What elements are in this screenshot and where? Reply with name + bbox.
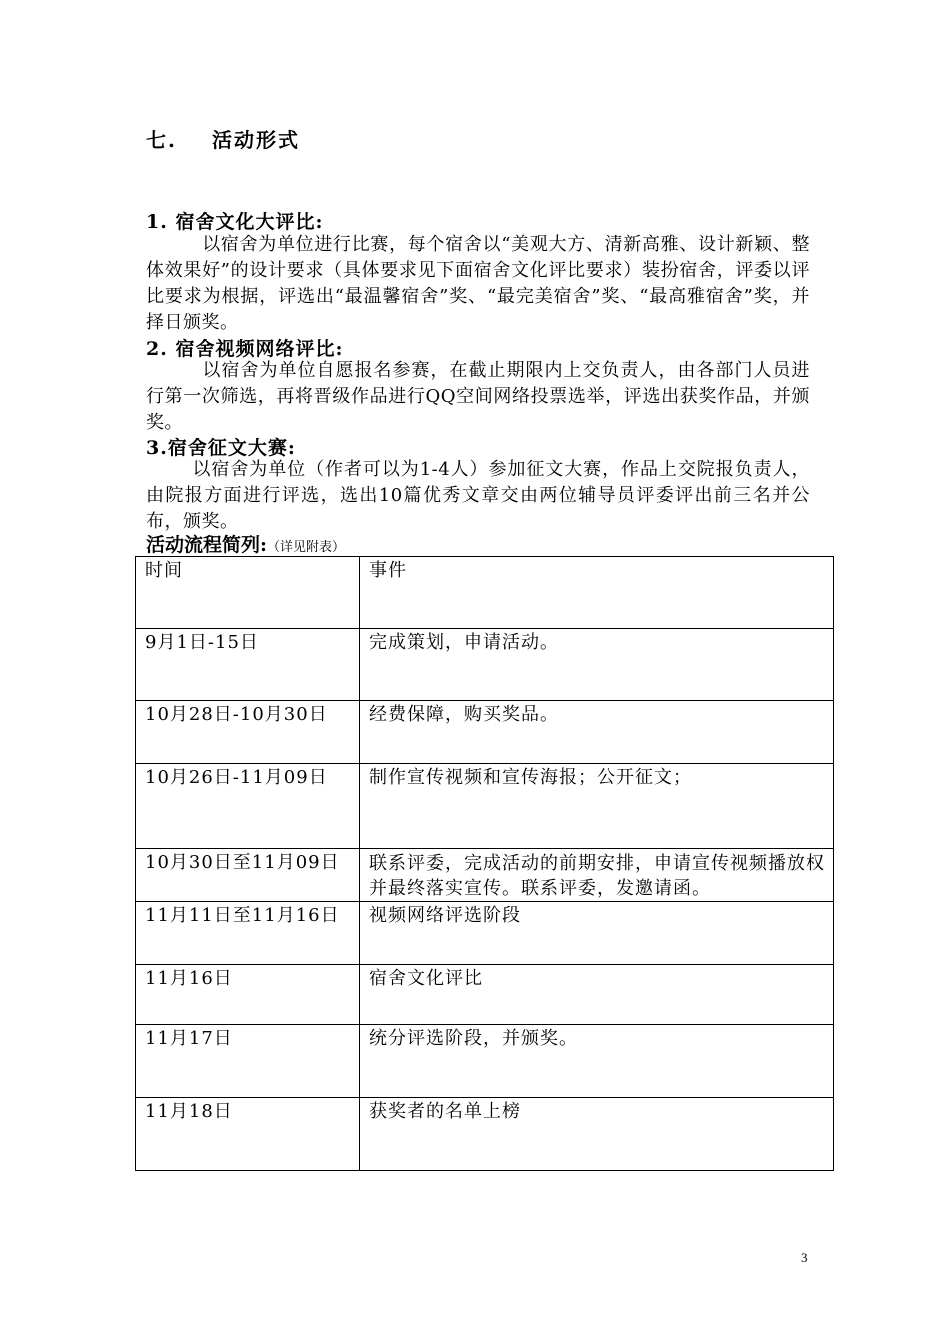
table-row	[136, 629, 834, 701]
table-row	[136, 764, 834, 849]
table-row	[136, 965, 834, 1025]
header-time: 时间	[136, 557, 360, 629]
schedule-table	[135, 556, 834, 1171]
item-1-text: 以宿舍为单位进行比赛，每个宿舍以“美观大方、清新高雅、设计新颖、整体效果好”的设计要求（具体要求见下面宿舍文化评比要求）装扮宿舍，评委以评比要求为根据，评选出“最温馨宿舍”奖、“最完美宿舍”奖、“最高雅宿舍”奖，并择日颁奖。	[146, 234, 810, 333]
cell-event: 经费保障，购买奖品。	[360, 701, 834, 764]
section-number: 七.	[146, 128, 177, 152]
item-2-text: 以宿舍为单位自愿报名参赛，在截止期限内上交负责人，由各部门人员进行第一次筛选，再将晋级作品进行QQ空间网络投票选举，评选出获奖作品，并颁奖。	[146, 360, 810, 433]
cell-time: 11月16日	[136, 965, 360, 1025]
flow-title-note: （详见附表）	[267, 540, 346, 555]
item-2-body	[146, 358, 810, 436]
cell-event: 获奖者的名单上榜	[360, 1098, 834, 1171]
cell-event: 宿舍文化评比	[360, 965, 834, 1025]
cell-time: 11月11日至11月16日	[136, 902, 360, 965]
cell-time: 9月1日-15日	[136, 629, 360, 701]
item-2-title: 2. 宿舍视频网络评比:	[146, 338, 344, 360]
table-row	[136, 1098, 834, 1171]
section-heading	[146, 124, 300, 153]
table-row	[136, 701, 834, 764]
cell-time: 10月26日-11月09日	[136, 764, 360, 849]
flow-title	[146, 530, 345, 557]
item-3-body	[146, 457, 810, 535]
cell-event: 联系评委，完成活动的前期安排，申请宣传视频播放权并最终落实宣传。联系评委，发邀请函。	[360, 849, 834, 902]
cell-time: 11月17日	[136, 1025, 360, 1098]
cell-time: 11月18日	[136, 1098, 360, 1171]
header-event: 事件	[360, 557, 834, 629]
cell-event: 统分评选阶段，并颁奖。	[360, 1025, 834, 1098]
page-number: 3	[801, 1250, 808, 1265]
cell-event: 制作宣传视频和宣传海报；公开征文；	[360, 764, 834, 849]
item-3-text: 以宿舍为单位（作者可以为1-4人）参加征文大赛，作品上交院报负责人，由院报方面进行评选，选出10篇优秀文章交由两位辅导员评委评出前三名并公布，颁奖。	[146, 459, 810, 532]
cell-time: 10月30日至11月09日	[136, 849, 360, 902]
section-title: 活动形式	[212, 128, 300, 152]
item-1-title: 1. 宿舍文化大评比:	[146, 211, 324, 233]
table-row	[136, 902, 834, 965]
item-3-title: 3.宿舍征文大赛:	[146, 437, 296, 459]
cell-time: 10月28日-10月30日	[136, 701, 360, 764]
cell-event: 视频网络评选阶段	[360, 902, 834, 965]
table-row	[136, 849, 834, 902]
table-row	[136, 1025, 834, 1098]
cell-event: 完成策划，申请活动。	[360, 629, 834, 701]
item-1-body	[146, 232, 810, 336]
flow-title-text: 活动流程简列:	[146, 534, 268, 556]
table-header-row	[136, 557, 834, 629]
